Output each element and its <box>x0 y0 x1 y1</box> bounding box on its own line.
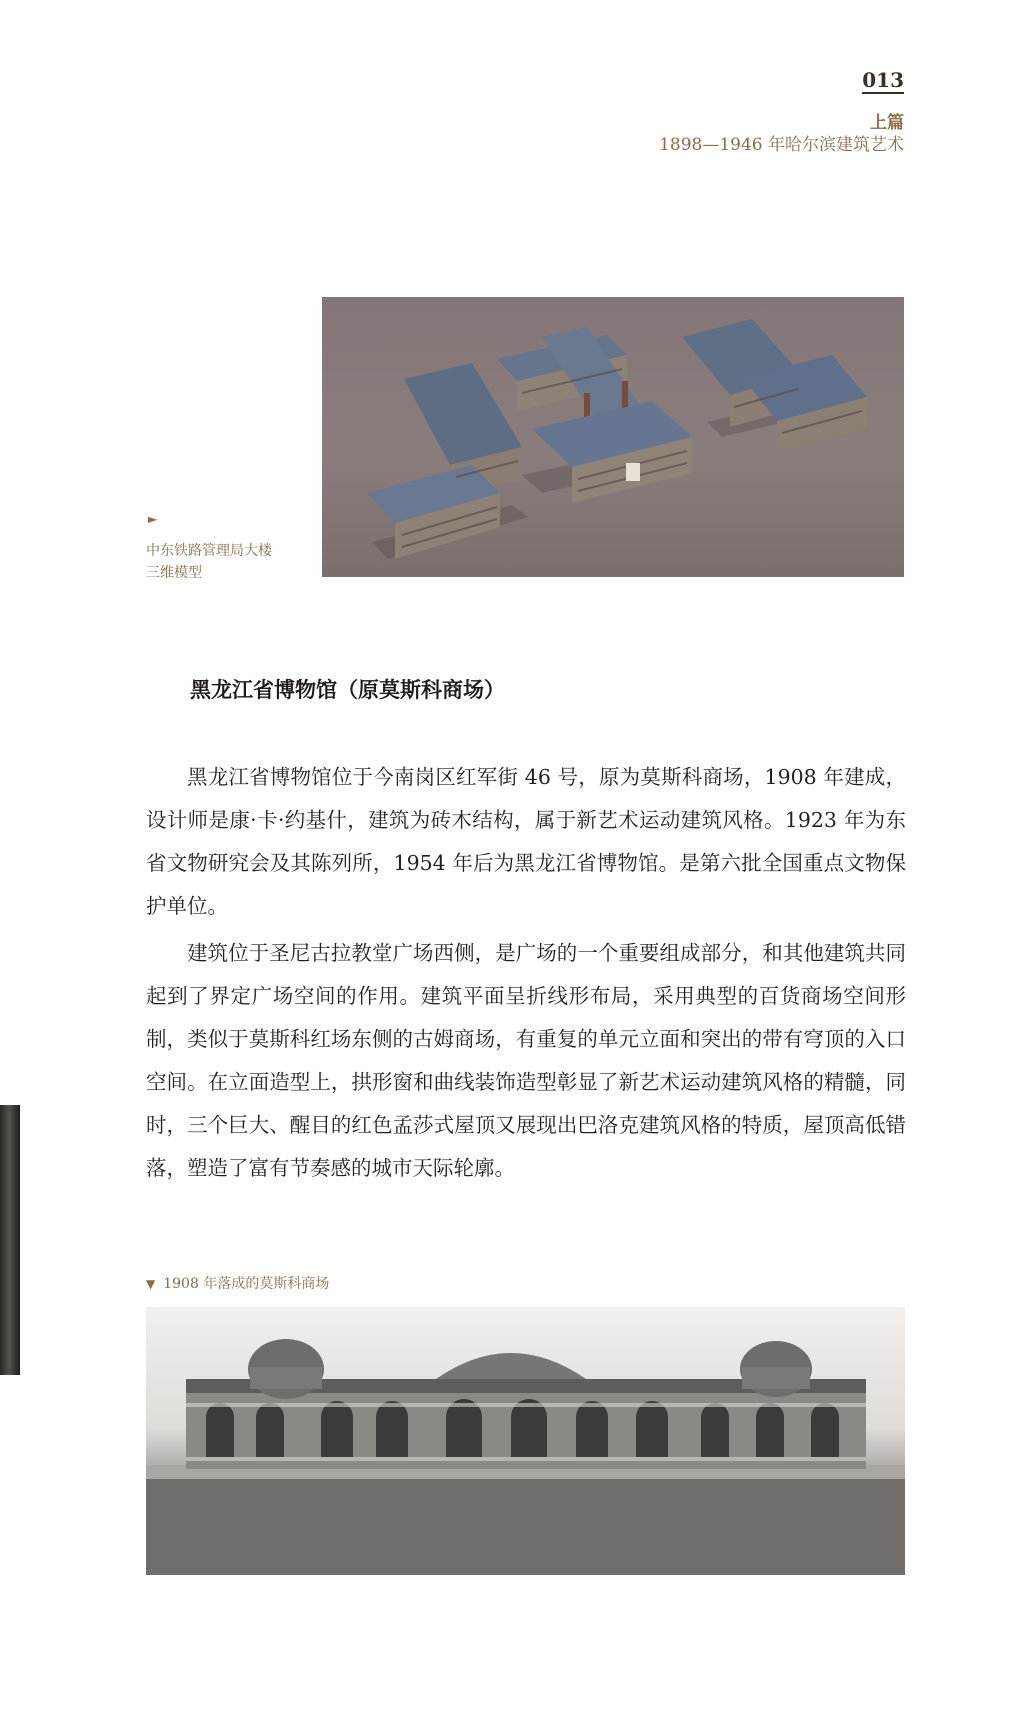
railway-bureau-3d-model-image <box>322 297 904 577</box>
model-caption-line-2: 三维模型 <box>146 565 202 581</box>
model-caption-line-1: 中东铁路管理局大楼 <box>146 543 272 559</box>
section-label: 上篇 <box>870 113 904 133</box>
adjacent-page-photo-edge <box>0 1105 20 1375</box>
model-caption <box>146 540 306 584</box>
model-caption-arrow: ► <box>148 512 158 526</box>
photo-caption-arrow: ▼ <box>146 1277 156 1291</box>
photo-caption <box>146 1273 329 1293</box>
section-subtitle: 1898—1946 年哈尔滨建筑艺术 <box>659 135 904 155</box>
moscow-mall-1908-photo <box>146 1307 905 1575</box>
article-heading: 黑龙江省博物馆（原莫斯科商场） <box>190 677 505 702</box>
article-paragraph-1: 黑龙江省博物馆位于今南岗区红军街 46 号，原为莫斯科商场，1908 年建成，设计师是康·卡·约基什，建筑为砖木结构，属于新艺术运动建筑风格。1923 年为东省文物研究会及其陈列所，1954 年后为黑龙江省博物馆。是第六批全国重点文物保护单位。 <box>146 765 906 918</box>
article-paragraph-2: 建筑位于圣尼古拉教堂广场西侧，是广场的一个重要组成部分，和其他建筑共同起到了界定广场空间的作用。建筑平面呈折线形布局，采用典型的百货商场空间形制，类似于莫斯科红场东侧的古姆商场，有重复的单元立面和突出的带有穹顶的入口空间。在立面造型上，拱形窗和曲线装饰造型彰显了新艺术运动建筑风格的精髓，同时，三个巨大、醒目的红色孟莎式屋顶又展现出巴洛克建筑风格的特质，屋顶高低错落，塑造了富有节奏感的城市天际轮廓。 <box>146 941 906 1180</box>
photo-caption-text: 1908 年落成的莫斯科商场 <box>163 1276 330 1292</box>
page-number: 013 <box>862 68 904 92</box>
